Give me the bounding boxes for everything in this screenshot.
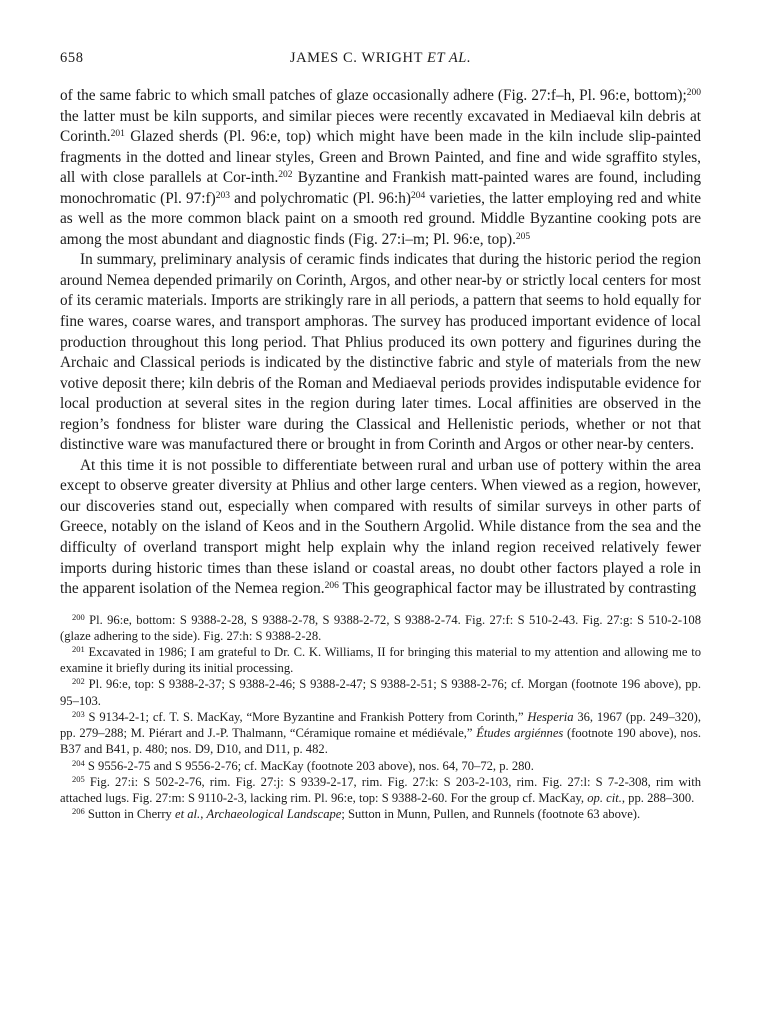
text-run: This geographical factor may be illustrated by contrasting bbox=[338, 580, 697, 598]
body-text bbox=[60, 86, 701, 600]
paragraph-1 bbox=[60, 86, 701, 250]
footnote-ref[interactable]: 203 bbox=[215, 190, 230, 201]
footnote-201 bbox=[60, 644, 701, 676]
footnote-206 bbox=[60, 806, 701, 822]
footnote-number: 206 bbox=[72, 806, 85, 817]
footnotes bbox=[60, 612, 701, 823]
footnote-ref[interactable]: 204 bbox=[410, 190, 426, 201]
footnote-number: 203 bbox=[72, 708, 85, 719]
footnote-text: Excavated in 1986; I am grateful to Dr. C. K. Williams, II for bringing this material to my attention and allowing me to examine it briefly during its initial processing. bbox=[60, 645, 701, 676]
text-run: Byzantine and Frankish matt-painted wares are found, including monochromatic (Pl. 97:f) bbox=[60, 169, 701, 207]
running-head-author: JAMES C. WRIGHT bbox=[289, 50, 427, 66]
page-header bbox=[60, 50, 701, 76]
book-title: Archaeological Landscape bbox=[206, 807, 342, 822]
journal-title: Hesperia bbox=[527, 709, 574, 724]
footnote-text: S 9134-2-1; cf. T. S. MacKay, “More Byzantine and Frankish Pottery from Corinth,” bbox=[84, 709, 528, 724]
footnote-number: 202 bbox=[72, 676, 85, 687]
paragraph-3 bbox=[60, 456, 701, 600]
journal-page bbox=[60, 50, 701, 822]
text-run: the latter must be kiln supports, and similar pieces were recently excavated in Mediaeval kiln debris at Corinth. bbox=[60, 107, 701, 146]
footnote-204 bbox=[60, 758, 701, 774]
running-head bbox=[60, 50, 701, 67]
footnote-ref[interactable]: 200 bbox=[686, 88, 701, 98]
book-title: Études argiénnes bbox=[476, 726, 564, 741]
footnote-ref[interactable]: 205 bbox=[515, 231, 531, 242]
footnote-200 bbox=[60, 612, 701, 644]
footnote-203 bbox=[60, 709, 701, 758]
footnote-text: Sutton in Cherry bbox=[84, 807, 176, 822]
paragraph-2: In summary, preliminary analysis of ceramic finds indicates that during the historic period the region around Nemea depended primarily on Corinth, Argos, and other near-by or strictly local centers for most of its ceramic materials. Imports are strikingly rare in all periods, a pattern that seems to hold equally for fine wares, coarse wares, and transport amphoras. The survey has produced important evidence of local production throughout this long period. That Phlius produced its own pottery and figurines during the Archaic and Classical periods is indicated by the distinctive fabric and style of materials from the new votive deposit there; kiln debris of the Roman and Mediaeval periods provides indisputable evidence for local production at several sites in the region during later times. Local affinities are observed in the region’s fondness for blister ware during the Classical and Hellenistic periods, whether or not that distinctive ware was manufactured there or brought in from Corinth and Argos or other near-by centers. bbox=[60, 251, 701, 454]
footnote-ref[interactable]: 206 bbox=[324, 581, 339, 592]
footnote-text: ; Sutton in Munn, Pullen, and Runnels (footnote 63 above). bbox=[341, 807, 641, 822]
footnote-202 bbox=[60, 676, 701, 708]
footnote-number: 200 bbox=[72, 611, 85, 622]
footnote-text: 36, 1967 (pp. 249–320), pp. 279–288; M. Piérart and J.-P. Thalmann, “Céramique romaine et médiévale,” bbox=[60, 709, 701, 741]
footnote-205 bbox=[60, 774, 701, 806]
footnote-number: 204 bbox=[72, 757, 85, 768]
page-number: 658 bbox=[60, 50, 84, 66]
footnote-number: 201 bbox=[72, 644, 85, 655]
text-run: varieties, the latter employing red and white as well as the more common black paint on a smooth red ground. Middle Byzantine cooking pots are among the most abundant and diagnostic finds (Fig. 27:i–m; Pl. 96:e, top). bbox=[60, 189, 702, 248]
footnote-text: Pl. 96:e, top: S 9388-2-37; S 9388-2-46; S 9388-2-47; S 9388-2-51; S 9388-2-76; cf. Morgan (footnote 196 above), pp. 95–103. bbox=[60, 677, 701, 708]
footnote-text: , bbox=[200, 807, 207, 822]
footnote-text: , pp. 288–300. bbox=[621, 790, 695, 805]
footnote-text: (footnote 190 above), nos. B37 and B41, p. 480; nos. D9, D10, and D11, p. 482. bbox=[60, 726, 702, 757]
footnote-ref[interactable]: 202 bbox=[278, 170, 293, 181]
text-run: At this time it is not possible to differentiate between rural and urban use of pottery within the area except to observe greater diversity at Phlius and other large centers. When viewed as a region, however, our discoveries stand out, especially when compared with results of similar surveys in other parts of Greece, notably on the island of Keos and in the Southern Argolid. While distance from the sea and the difficulty of overland transport might help explain why the inland region received relatively fewer imports during historic times than these island or coastal areas, no doubt other factors played a role in the apparent isolation of the Nemea region. bbox=[60, 456, 701, 598]
op-cit: op. cit. bbox=[587, 790, 622, 805]
footnote-text: S 9556-2-75 and S 9556-2-76; cf. MacKay (footnote 203 above), nos. 64, 70–72, p. 280. bbox=[84, 758, 534, 773]
text-run: Glazed sherds (Pl. 96:e, top) which might have been made in the kiln include slip-painted fragments in the dotted and linear styles, Green and Brown Painted, and fine and wide sgraffito styles, all with close parallels at Cor-inth. bbox=[60, 128, 701, 187]
footnote-text: Pl. 96:e, bottom: S 9388-2-28, S 9388-2-78, S 9388-2-72, S 9388-2-74. Fig. 27:f: S 510-2-43. Fig. 27:g: S 510-2-108 (glaze adhering to the side). Fig. 27:h: S 9388-2-28. bbox=[60, 612, 701, 643]
text-run: of the same fabric to which small patches of glaze occasionally adhere (Fig. 27:f–h, Pl. 96:e, bottom); bbox=[60, 87, 687, 104]
et-al: et al. bbox=[175, 807, 201, 822]
text-run: and polychromatic (Pl. 96:h) bbox=[229, 189, 411, 207]
footnote-text: Fig. 27:i: S 502-2-76, rim. Fig. 27:j: S 9339-2-17, rim. Fig. 27:k: S 203-2-103, rim. Fig. 27:l: S 7-2-308, rim with attached lugs. Fig. 27:m: S 9110-2-3, lacking rim. Pl. 96:e, top: S 9388-2-60. For the group cf. MacKay, bbox=[60, 774, 701, 805]
footnote-number: 205 bbox=[72, 773, 85, 784]
running-head-et-al: ET AL. bbox=[427, 50, 472, 66]
footnote-ref[interactable]: 201 bbox=[110, 129, 125, 140]
